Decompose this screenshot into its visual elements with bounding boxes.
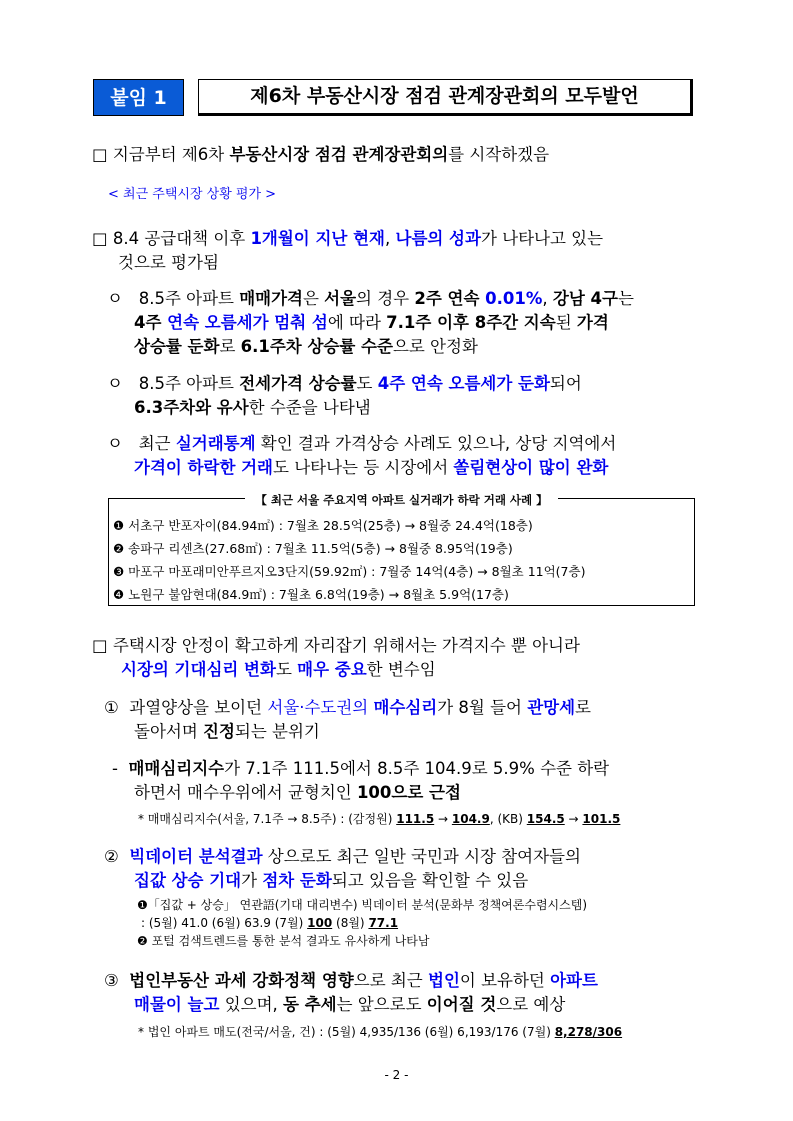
text-blue: 아파트 <box>550 971 598 990</box>
value: 100 <box>307 916 333 930</box>
numbered-3-note <box>138 1023 622 1041</box>
value: 77.1 <box>368 916 399 930</box>
text: , <box>385 229 396 248</box>
text-blue: 법인 <box>428 971 460 990</box>
value: 111.5 <box>396 812 435 826</box>
dash-1-line1 <box>112 757 609 781</box>
text-blue: 나름의 성과 <box>395 229 481 248</box>
paragraph-1-line2: 것으로 평가됨 <box>118 253 219 272</box>
section-title: < 최근 주택시장 상황 평가 > <box>108 187 277 202</box>
dash-bullet: - <box>112 759 118 778</box>
text: 도 <box>356 374 378 393</box>
text: 상으로도 최근 일반 국민과 시장 참여자들의 <box>262 847 581 866</box>
text: 하면서 매수우위에서 균형치인 <box>134 783 357 802</box>
text-blue: 0.01% <box>485 289 543 308</box>
bullet-o2-line2 <box>134 396 371 420</box>
text: 가 8월 들어 <box>437 698 528 717</box>
text-bold: 2주 연속 <box>414 289 486 308</box>
text: 8.5주 아파트 <box>138 374 240 393</box>
text: 으로 안정화 <box>392 337 478 356</box>
text: 가 나타나고 있는 <box>480 229 604 248</box>
text: 는 앞으로도 <box>336 995 427 1014</box>
text: 한 변수임 <box>366 660 436 679</box>
text: 가 <box>241 871 263 890</box>
bullet-o1-line1 <box>107 287 634 311</box>
text-blue: 빅데이터 분석결과 <box>129 847 263 866</box>
case-row: ❷ 송파구 리센츠(27.68㎡) : 7월초 11.5억(5층) → 8월중 8.95억(19층) <box>113 541 513 556</box>
value: 8,278/306 <box>554 1025 623 1039</box>
text-blue: 가격이 하락한 거래 <box>134 458 274 477</box>
text-bold: 동 추세 <box>283 995 337 1014</box>
text-blue: 매물이 늘고 <box>134 995 220 1014</box>
text-bold: 가격 <box>576 313 609 332</box>
text-bold: 상승률 둔화 <box>134 337 220 356</box>
text-bold: 6.3주차와 유사 <box>134 398 249 417</box>
numbered-2-sub2: ❷ 포털 검색트렌드를 통한 분석 결과도 유사하게 나타남 <box>137 934 430 948</box>
number-bullet: ① <box>104 698 119 717</box>
text: 가 7.1주 111.5에서 8.5주 104.9로 5.9% 수준 하락 <box>224 759 610 778</box>
text-bold: 100으로 근접 <box>356 783 461 802</box>
numbered-1-line2 <box>134 720 320 744</box>
numbered-2-line1 <box>104 845 581 869</box>
text: 으로 예상 <box>496 995 566 1014</box>
text-bold: 서울 <box>324 289 357 308</box>
text: 은 <box>302 289 325 308</box>
bullet-o1-line3 <box>134 335 478 359</box>
text: (8월) <box>332 916 369 930</box>
paragraph-2-line2 <box>121 658 436 682</box>
numbered-1-line1 <box>104 696 591 720</box>
case-box-title-text: 【 최근 서울 주요지역 아파트 실거래가 하락 거래 사례 】 <box>245 493 557 507</box>
dash-1-note <box>138 810 620 828</box>
intro-paragraph <box>92 143 549 167</box>
case-row: ❹ 노원구 불암현대(84.9㎡) : 7월초 6.8억(19층) → 8월초 5.9억(17층) <box>113 587 509 602</box>
dash-1-line2 <box>134 781 461 805</box>
square-bullet: □ <box>92 229 108 248</box>
circle-bullet: ㅇ <box>107 289 123 308</box>
text: 8.5주 아파트 <box>138 289 240 308</box>
number-bullet: ③ <box>104 971 119 990</box>
attachment-tag: 붙임 1 <box>93 79 184 116</box>
text-blue: 시장의 기대심리 변화 <box>121 660 276 679</box>
text-bold: 부동산시장 점검 관계장관회의 <box>229 145 449 164</box>
text: 최근 <box>138 434 176 453</box>
bullet-o2-line1 <box>107 372 582 396</box>
numbered-2-sub1-values <box>141 914 398 932</box>
circle-bullet: ㅇ <box>107 374 123 393</box>
text: 있으며, <box>219 995 284 1014</box>
text: 확인 결과 가격상승 사례도 있으나, 상당 지역에서 <box>255 434 617 453</box>
text-bold: 진정 <box>203 722 235 741</box>
text: * 매매심리지수(서울, 7.1주 → 8.5주) : (감정원) <box>138 812 397 826</box>
text-bold: 전세가격 상승률 <box>239 374 357 393</box>
text-blue: 점차 둔화 <box>262 871 332 890</box>
case-box-title <box>109 489 694 508</box>
numbered-3-line2 <box>134 993 565 1017</box>
numbered-2-line2 <box>134 869 528 893</box>
text: → <box>564 812 583 826</box>
text: 로 <box>575 698 591 717</box>
text: , (KB) <box>489 812 527 826</box>
circle-bullet: ㅇ <box>107 434 123 453</box>
text: 되어 <box>549 374 582 393</box>
text: 는 <box>617 289 634 308</box>
text: 한 수준을 나타냄 <box>248 398 371 417</box>
text-blue: 연속 오름세가 멈춰 섬 <box>167 313 328 332</box>
text: 된 <box>555 313 577 332</box>
text: 를 시작하겠음 <box>448 145 550 164</box>
text-bold: 법인부동산 과세 강화정책 영향 <box>129 971 354 990</box>
case-box <box>108 493 695 606</box>
text: 이 보유하던 <box>459 971 551 990</box>
paragraph-1 <box>92 227 603 251</box>
text: 과열양상을 보이던 <box>129 698 268 717</box>
text-blue: 관망세 <box>527 698 576 717</box>
text: 에 따라 <box>327 313 387 332</box>
numbered-3-line1 <box>104 969 598 993</box>
page-number: - 2 - <box>384 1068 409 1082</box>
text: * 법인 아파트 매도(전국/서울, 건) : (5월) 4,935/136 (6월) 6,193/176 (7월) <box>138 1025 555 1039</box>
text-bold: 4주 <box>134 313 168 332</box>
square-bullet: □ <box>92 145 108 164</box>
text-blue: 매우 중요 <box>297 660 367 679</box>
text: 주택시장 안정이 확고하게 자리잡기 위해서는 가격지수 뿐 아니라 <box>112 636 580 655</box>
text: : (5월) 41.0 (6월) 63.9 (7월) <box>141 916 308 930</box>
text: 의 경우 <box>356 289 415 308</box>
numbered-2-sub1: ❶「집값 + 상승」 연관語(기대 대리변수) 빅데이터 분석(문화부 정책여론수렴시스템) <box>137 898 588 912</box>
square-bullet: □ <box>92 636 108 655</box>
bullet-o1-line2 <box>134 311 609 335</box>
text: 으로 최근 <box>353 971 428 990</box>
number-bullet: ② <box>104 847 119 866</box>
value: 104.9 <box>451 812 490 826</box>
text-bold: 매매심리지수 <box>128 759 225 778</box>
text-blue: 매수심리 <box>373 698 438 717</box>
text: 돌아서며 <box>134 722 204 741</box>
text-blue: 쏠림현상이 많이 완화 <box>453 458 609 477</box>
paragraph-2-line1 <box>92 634 580 658</box>
text: 도 나타나는 등 시장에서 <box>273 458 454 477</box>
text: 8.4 공급대책 이후 <box>112 229 251 248</box>
text-blue: 1개월이 지난 현재 <box>250 229 385 248</box>
text: 되고 있음을 확인할 수 있음 <box>331 871 529 890</box>
case-row: ❸ 마포구 마포래미안푸르지오3단지(59.92㎡) : 7월중 14억(4층) → 8월초 11억(7층) <box>113 564 586 579</box>
text-bold: 강남 4구 <box>552 289 618 308</box>
text-bold: 6.1주차 상승률 수준 <box>240 337 393 356</box>
case-row: ❶ 서초구 반포자이(84.94㎡) : 7월초 28.5억(25층) → 8월중 24.4억(18층) <box>113 518 533 533</box>
text-blue: 실거래통계 <box>175 434 256 453</box>
text: 지금부터 제6차 <box>112 145 230 164</box>
text: , <box>542 289 553 308</box>
text: 되는 분위기 <box>234 722 320 741</box>
text: → <box>434 812 452 826</box>
bullet-o3-line1 <box>107 432 616 456</box>
text-bold: 매매가격 <box>239 289 303 308</box>
bullet-o3-line2 <box>134 456 608 480</box>
text: 로 <box>219 337 241 356</box>
value: 101.5 <box>582 812 621 826</box>
text-bold: 7.1주 이후 8주간 지속 <box>386 313 556 332</box>
text-blue: 집값 상승 기대 <box>134 871 242 890</box>
text-blue: 4주 연속 오름세가 둔화 <box>377 374 550 393</box>
value: 154.5 <box>526 812 565 826</box>
text-blue-plain: 서울·수도권의 <box>267 698 374 717</box>
text: 도 <box>275 660 298 679</box>
text-bold: 이어질 것 <box>426 995 497 1014</box>
page-title: 제6차 부동산시장 점검 관계장관회의 모두발언 <box>198 79 693 116</box>
